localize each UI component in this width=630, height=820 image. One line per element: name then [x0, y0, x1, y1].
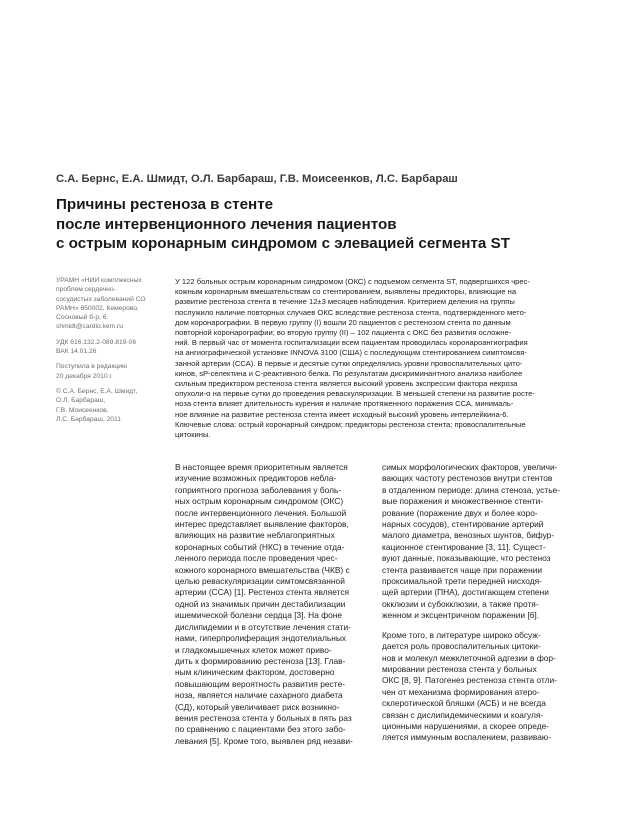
- text-line: У 122 больных острым коронарным синдромом (ОКС) с подъемом сегмента ST, подвергшихся чрес-: [175, 277, 530, 286]
- text-line: стента развивается чаще при поражении: [382, 564, 543, 575]
- text-line: проксимальной трети передней нисходя-: [382, 576, 542, 587]
- affiliation: [56, 276, 162, 332]
- title-line: после интервенционного лечения пациентов: [56, 215, 397, 233]
- text-line: сосудистых заболеваний СО: [56, 295, 146, 303]
- text-line: вающих частоту рестенозов внутри стентов: [382, 473, 553, 484]
- text-line: ноза, является наличие сахарного диабета: [175, 690, 343, 701]
- text-line: цитокины.: [175, 430, 211, 440]
- text-line: ОКС [8, 9]. Патогенез рестеноза стента отли-: [382, 675, 557, 686]
- text-line: связан с дислипидемическими и коагуля-: [382, 709, 544, 720]
- text-line: Поступила в редакцию: [56, 363, 128, 371]
- text-line: ВАК 14.01.26: [56, 348, 97, 356]
- text-line: УРАМН «НИИ комплексных: [56, 277, 142, 284]
- text-line: дить к формированию рестеноза [13]. Глав-: [175, 655, 346, 666]
- text-line: кинов, sP-селектина и С-реактивного белка. По результатам дискриминантного анализа наиболее: [175, 368, 523, 378]
- received-date: [56, 362, 162, 381]
- abstract: [175, 277, 575, 440]
- classification-codes: [56, 338, 162, 357]
- text-line: рование (поражение двух и более коро-: [382, 507, 538, 518]
- paragraph: [382, 630, 582, 744]
- text-line: вения рестеноза стента у больных в пять раз: [175, 712, 352, 723]
- text-line: артерии (ССА) [1]. Рестеноз стента является: [175, 587, 350, 598]
- text-line: ное влияние на развитие рестеноза стента имеет исходный высокий уровень интерлейкина-6.: [175, 409, 509, 419]
- text-line: Ключевые слова: острый коронарный синдром; предикторы рестеноза стента; провоспалительные: [175, 419, 526, 429]
- text-line: Л.С. Барбараш, 2011: [56, 415, 121, 423]
- text-line: занной артерии (ССА). В первые и десятые сутки определялись уровни провоспалительных цито-: [175, 358, 523, 368]
- text-line: по сравнению с пациентами без этого забо-: [175, 724, 346, 735]
- text-line: окклюзии и субокклюзии, а также протя-: [382, 598, 539, 609]
- text-line: (СД), который увеличивает риск возникно-: [175, 701, 340, 712]
- text-line: нами, гиперпролиферация эндотелиальных: [175, 633, 347, 644]
- text-line: малого диаметра, венозных шунтов, бифур-: [382, 530, 555, 541]
- text-line: ишемической болезни сердца [3]. На фоне: [175, 610, 343, 621]
- text-line: дислипидемии и в отсутствие лечения стати-: [175, 621, 351, 632]
- text-line: ленного периода после проведения чрес-: [175, 553, 338, 564]
- text-line: ным клиническим фактором, достоверно: [175, 667, 335, 678]
- text-line: кожного коронарного вмешательства (ЧКВ) с: [175, 564, 350, 575]
- text-line: кожным коронарным вмешательствам со стентированием, выявлены предикторы, влияющие на: [175, 287, 517, 297]
- text-line: дом коронарографии. В первую группу (I) вошли 20 пациентов с рестенозом стента по данным: [175, 317, 511, 327]
- text-line: нарных сосудов), стентирование артерий: [382, 519, 544, 530]
- text-line: нов и молекул межклеточной адгезии в фор-: [382, 652, 556, 663]
- text-line: одной из значимых причин дестабилизации: [175, 598, 346, 609]
- text-line: Сосновый б-р, 6.: [56, 314, 109, 322]
- text-line: © С.А. Бернс, Е.А. Шмидт,: [56, 387, 138, 395]
- text-line: Г.В. Моисеенков,: [56, 406, 109, 414]
- title-line: Причины рестеноза в стенте: [56, 196, 274, 213]
- copyright: [56, 387, 162, 424]
- text-line: 20 декабря 2010 г.: [56, 372, 113, 380]
- text-line: в отдаленном периоде: длина стеноза, устье-: [382, 484, 561, 495]
- text-line: интерес представляет выявление факторов,: [175, 519, 349, 530]
- text-line: гоприятного прогноза заболевания у боль-: [175, 484, 342, 495]
- text-line: повышающим вероятность развития рестe-: [175, 678, 346, 689]
- authors: С.А. Бернс, Е.А. Шмидт, О.Л. Барбараш, Г.В. Моисеенков, Л.С. Барбараш: [56, 173, 458, 185]
- text-line: коронарных событий (НКС) в течение отда-: [175, 541, 345, 552]
- text-line: О.Л. Барбараш,: [56, 397, 106, 405]
- text-line: развитие рестеноза стента в течение 12±3 месяцев наблюдения. Критерием деления на группы: [175, 297, 515, 307]
- text-line: Кроме того, в литературе широко обсуж-: [382, 629, 541, 640]
- text-line: дается роль провоспалительных цитоки-: [382, 641, 541, 652]
- text-line: послужило наличие повторных случаев ОКС вследствие рестеноза стента, подтвержденного мето-: [175, 307, 527, 317]
- text-line: повторной коронарографии; во вторую группу (II) – 102 пациента с ОКС без развития осложне-: [175, 328, 512, 338]
- title-line: с острым коронарным синдромом с элевацией сегмента ST: [56, 235, 510, 252]
- text-line: после интервенционного лечения. Большой: [175, 507, 347, 518]
- article-metadata-sidebar: [56, 276, 162, 430]
- text-line: симых морфологических факторов, увеличи-: [382, 462, 558, 472]
- text-line: изучение возможных предикторов небла-: [175, 473, 337, 484]
- text-line: вуют данные, показывающие, что рестеноз: [382, 553, 551, 564]
- text-line: ний. В первый час от момента госпитализации всем пациентам проводилась коронароангиография: [175, 338, 528, 348]
- text-line: ных острым коронарным синдромом (ОКС): [175, 496, 344, 507]
- text-line: склеротической бляшки (АСБ) и не всегда: [382, 698, 546, 709]
- body-column-right: [382, 462, 582, 744]
- text-line: ноза стента влияет длительность курения и наличие протяженного поражения ССА, минималь-: [175, 399, 514, 409]
- text-line: вые поражения и множественное стенти-: [382, 496, 544, 507]
- text-line: РАМН» 650002, Кемерово,: [56, 304, 139, 312]
- body-column-left: [175, 462, 365, 747]
- text-line: левания [5]. Кроме того, выявлен ряд незави-: [175, 735, 353, 746]
- text-line: щей артерии (ПНА), достигающем степени: [382, 587, 549, 598]
- text-line: чен от механизма формирования атеро-: [382, 686, 540, 697]
- text-line: кационное стентирование [3, 11]. Сущест-: [382, 541, 546, 552]
- text-line: ляется иммунным воспалением, развиваю-: [382, 732, 552, 743]
- text-line: влияющих на развитие неблагоприятных: [175, 530, 335, 541]
- text-line: shmidt@cardio.kem.ru: [56, 323, 123, 331]
- text-line: В настоящее время приоритетным является: [175, 462, 348, 472]
- paragraph: [382, 462, 582, 622]
- text-line: ционными нарушениями, а скорее опреде-: [382, 720, 550, 731]
- text-line: мировании рестеноза стента у больных: [382, 663, 537, 674]
- text-line: целью реваскуляризации симтомсвязанной: [175, 576, 345, 587]
- article-title: [56, 195, 596, 254]
- text-line: на ангиографической установке INNOVA 3100 (США) с последующим стентированием симптомсвя-: [175, 348, 527, 358]
- text-line: сильным предиктором рестеноза стента является высокий уровень экспрессии фактора некроза: [175, 379, 518, 389]
- text-line: и гладкомышечных клеток может приво-: [175, 644, 332, 655]
- text-line: УДК 616.132.2-089.819-06: [56, 338, 137, 346]
- text-line: опухоли-α на первые сутки до проведения реваскуляризации. В меньшей степени на развитие росте-: [175, 389, 535, 399]
- text-line: женном и эксцентричном поражении [6].: [382, 610, 540, 621]
- text-line: проблем сердечно-: [56, 286, 116, 294]
